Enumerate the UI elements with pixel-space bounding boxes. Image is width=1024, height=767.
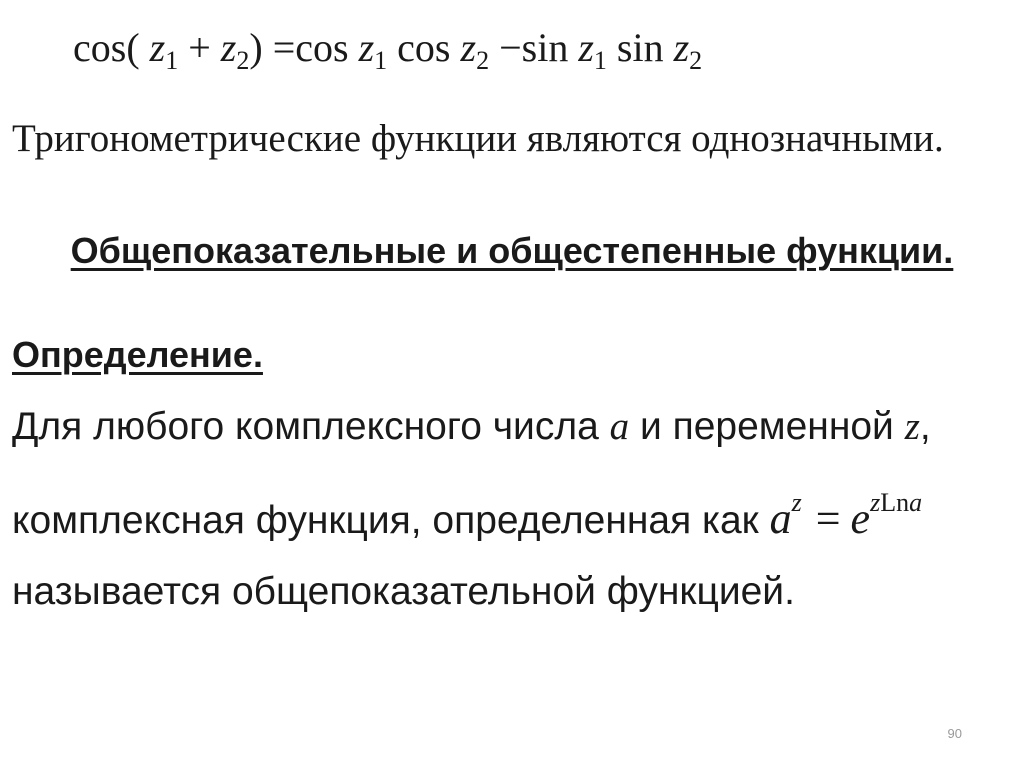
text: Для любого комплексного числа [12,405,610,448]
close-paren: ) [249,25,263,70]
definition-line-1 [12,404,931,449]
plus-sign: + [188,25,211,70]
exp-a: a [909,488,923,517]
exp-ln: Ln [880,488,910,517]
text: и переменной [629,405,905,448]
subscript: 2 [476,46,490,75]
cosine-sum-formula [73,25,703,75]
subscript: 1 [374,46,388,75]
page-number: 90 [947,726,962,741]
var-z: z [904,405,920,448]
section-heading [0,224,1024,278]
text: комплексная функция, определенная как [12,499,770,542]
equals-sign: = [272,25,296,70]
subscript: 1 [165,46,179,75]
sin-function: sin [616,25,664,70]
open-paren: ( [126,25,140,70]
definition-line-2 [12,488,922,544]
minus-sign: − [499,25,522,70]
definition-label: Определение. [12,334,263,375]
euler-e: e [850,494,871,543]
exponent-zLna [870,488,922,517]
cos-function: cos [295,25,349,70]
definition-line-3: называется общепоказательной функцией. [12,570,795,613]
subscript: 2 [689,46,703,75]
base-a: a [769,494,792,543]
exp-z: z [870,488,881,517]
var-z: z [220,25,237,70]
power-formula [769,488,923,543]
exponent-z: z [791,488,802,517]
var-z: z [578,25,594,70]
subscript: 1 [593,46,607,75]
section-heading-text: Общепоказательные и общестепенные функции. [70,230,954,271]
paragraph-trig-single-valued: Тригонометрические функции являются однозначными. [12,117,944,160]
subscript: 2 [236,46,250,75]
var-z: z [358,25,375,70]
cos-function: cos [73,25,127,70]
var-z: z [673,25,690,70]
var-a: a [609,405,630,448]
var-z: z [460,25,477,70]
sin-function: sin [521,25,569,70]
cos-function: cos [397,25,451,70]
text: , [919,405,931,448]
equals-sign: = [815,494,841,543]
var-z: z [149,25,166,70]
